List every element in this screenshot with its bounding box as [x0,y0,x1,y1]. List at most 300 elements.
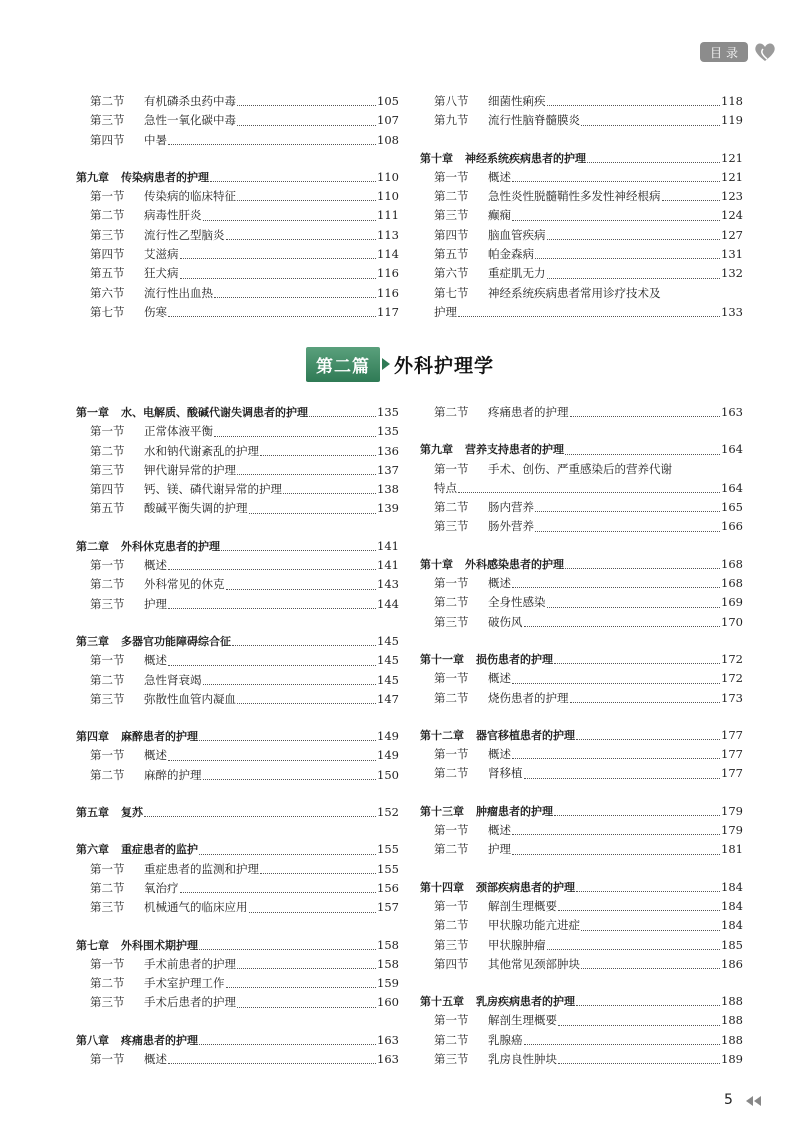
chapter-title: 复苏 [121,806,143,820]
page-ref: 139 [377,501,399,516]
dot-leader [576,891,720,892]
section-label: 第五节 [90,266,125,281]
spacer [76,150,399,168]
dot-leader [203,220,377,221]
section-label: 第三节 [434,614,469,629]
section-label: 第二节 [434,766,469,781]
page-ref: 149 [377,729,399,744]
toc-chapter-entry[interactable] [420,726,743,745]
section-title: 狂犬病 [144,266,179,281]
section-label: 第一节 [434,823,469,838]
page-ref: 105 [377,94,399,108]
dot-leader [199,1044,376,1045]
section-label: 第一节 [434,461,469,476]
chapter-title: 损伤患者的护理 [476,652,553,666]
toc-section-entry[interactable] [420,764,743,783]
section-label: 第二节 [434,595,469,610]
toc-section-entry[interactable] [76,92,399,111]
toc-section-entry[interactable] [420,206,743,225]
section-title: 伤寒 [144,304,167,319]
spacer [76,785,399,803]
section-label: 第三节 [90,596,125,611]
dot-leader [512,683,720,684]
toc-chapter-entry[interactable] [420,992,743,1011]
chapter-label: 第十章 [420,557,453,571]
section-label: 第一节 [90,861,125,876]
page-ref: 158 [377,956,399,971]
toc-section-entry[interactable] [76,206,399,225]
section-label: 第四节 [90,247,125,262]
toc-chapter-entry[interactable] [420,802,743,821]
dot-leader [458,316,720,317]
dot-leader [168,1063,376,1064]
toc-chapter-entry[interactable] [420,440,743,459]
chapter-title: 营养支持患者的护理 [465,443,564,457]
section-title-continuation: 特点 [434,480,457,495]
spacer [76,519,399,537]
dot-leader [581,968,720,969]
dot-leader [512,587,720,588]
page-ref: 189 [721,1052,743,1067]
toc-section-entry[interactable] [420,498,743,517]
spacer [76,822,399,840]
dot-leader [535,258,720,259]
spacer [420,537,743,555]
page-ref: 164 [721,442,743,457]
page-ref: 145 [377,653,399,668]
section-label: 第二节 [90,94,125,108]
toc-section-entry[interactable] [76,131,399,150]
dot-leader [226,589,377,590]
section-title: 手术前患者的护理 [144,956,236,971]
chapter-title: 肿瘤患者的护理 [476,804,553,818]
spacer [76,1013,399,1031]
section-title: 重症肌无力 [488,266,546,281]
toc-section-entry[interactable] [76,556,399,575]
section-title: 解剖生理概要 [488,898,557,913]
section-label: 第一节 [90,424,125,439]
dot-leader [554,815,720,816]
page-ref: 147 [377,691,399,706]
page-ref: 177 [721,747,743,762]
page-ref: 136 [377,443,399,458]
section-title: 细菌性痢疾 [488,94,546,108]
toc-section-entry[interactable] [76,746,399,765]
dot-leader [570,416,721,417]
page-ref: 116 [377,266,399,281]
section-title: 烧伤患者的护理 [488,690,569,705]
part-title: 外科护理学 [393,354,494,377]
part-banner [0,346,800,382]
dot-leader [237,1007,376,1008]
section-title: 急性肾衰竭 [144,672,202,687]
page-ref: 172 [721,671,743,686]
section-title: 弥散性血管内凝血 [144,691,236,706]
page-ref: 179 [721,823,743,838]
page-ref: 145 [377,633,399,648]
section-label: 第三节 [90,227,125,242]
page-ref: 188 [721,1013,743,1028]
section-title: 流行性乙型脑炎 [144,227,225,242]
section-title: 概述 [144,653,167,668]
dot-leader [565,454,720,455]
page-ref: 119 [721,113,743,128]
page-ref: 132 [721,266,743,281]
toc-section-entry[interactable] [420,187,743,206]
toc-section-entry[interactable] [76,860,399,879]
toc-section-entry[interactable] [76,226,399,245]
toc-section-entry[interactable] [76,442,399,461]
dot-leader [547,105,721,106]
chapter-title: 神经系统疾病患者的护理 [465,151,586,165]
section-title: 重症患者的监测和护理 [144,861,259,876]
toc-section-entry[interactable] [420,168,743,187]
toc-section-entry[interactable] [420,936,743,955]
section-title: 乳房良性肿块 [488,1052,557,1067]
toc-section-entry[interactable] [420,245,743,264]
dot-leader [576,739,720,740]
dot-leader [662,200,721,201]
dot-leader [558,1063,720,1064]
page-ref: 135 [377,424,399,439]
page-ref: 184 [721,879,743,894]
dot-leader [309,416,376,417]
spacer [420,860,743,878]
dot-leader [203,684,377,685]
toc-section-entry[interactable] [76,974,399,993]
toc-section-entry[interactable] [76,595,399,614]
toc-section-entry-continuation[interactable] [420,303,743,322]
section-title: 护理 [144,596,167,611]
dot-leader [576,1005,720,1006]
section-label: 第三节 [90,995,125,1010]
toc-section-entry[interactable] [76,1050,399,1069]
page-ref: 107 [377,113,399,128]
page-ref: 143 [377,577,399,592]
dot-leader [535,511,720,512]
toc-section-entry[interactable] [420,403,743,422]
dot-leader [226,239,377,240]
dot-leader [581,125,720,126]
chapter-label: 第一章 [76,406,109,419]
toc-section-entry[interactable] [420,1050,743,1069]
section-label: 第三节 [90,691,125,706]
section-title: 癫痫 [488,208,511,223]
dot-leader [180,258,377,259]
toc-section-entry[interactable] [76,690,399,709]
dot-leader [199,740,376,741]
page-ref: 116 [377,285,399,300]
section-label: 第二节 [434,405,469,419]
page-ref: 188 [721,1032,743,1047]
page-ref: 141 [377,558,399,573]
chapter-title: 乳房疾病患者的护理 [476,995,575,1009]
dot-leader [168,144,376,145]
toc-section-entry[interactable] [76,993,399,1012]
dot-leader [581,930,720,931]
dot-leader [558,910,720,911]
dot-leader [237,703,376,704]
toc-section-entry[interactable] [420,574,743,593]
section-title: 概述 [488,169,511,184]
dot-leader [512,834,720,835]
toc-section-entry-continuation[interactable] [420,479,743,498]
section-label: 第二节 [90,672,125,687]
toc-section-entry[interactable] [420,613,743,632]
chapter-label: 第十一章 [420,652,464,666]
dot-leader [458,492,720,493]
toc-section-entry[interactable] [76,111,399,130]
chapter-title: 疼痛患者的护理 [121,1033,198,1047]
page-ref: 164 [721,480,743,495]
section-label: 第一节 [434,576,469,591]
toc-section-entry[interactable] [420,460,743,479]
dot-leader [524,626,721,627]
section-title: 概述 [488,747,511,762]
toc-section-entry[interactable] [420,745,743,764]
spacer [420,708,743,726]
toc-chapter-entry[interactable] [76,1031,399,1050]
dot-leader [283,493,376,494]
toc-section-entry[interactable] [420,111,743,130]
toc-section-entry[interactable] [76,575,399,594]
section-label: 第一节 [434,898,469,913]
toc-chapter-entry[interactable] [76,168,399,187]
page-ref: 168 [721,576,743,591]
toc-section-entry[interactable] [420,264,743,283]
dot-leader [180,892,377,893]
chapter-label: 第五章 [76,806,109,820]
dot-leader [210,181,376,182]
section-title: 中暑 [144,132,167,147]
dot-leader [260,873,376,874]
toc-section-entry[interactable] [420,1011,743,1030]
toc-chapter-entry[interactable] [76,803,399,822]
dot-leader [524,1044,721,1045]
toc-section-entry[interactable] [420,897,743,916]
dot-leader [260,455,376,456]
toc-section-entry[interactable] [76,898,399,917]
section-label: 第三节 [434,1052,469,1067]
section-title: 急性一氧化碳中毒 [144,113,236,128]
double-arrow-left-icon [744,1094,764,1108]
dot-leader [144,816,376,817]
toc-chapter-entry[interactable] [76,403,399,422]
section-label: 第五节 [90,501,125,516]
page-ref: 133 [721,304,743,319]
page-ref: 124 [721,208,743,223]
section-label: 第一节 [90,1052,125,1067]
page-ref: 118 [721,94,743,108]
dot-leader [547,278,721,279]
page-ref: 184 [721,898,743,913]
section-label: 第二节 [434,189,469,204]
section-label: 第三节 [434,519,469,534]
toc-section-entry[interactable] [76,955,399,974]
chapter-label: 第八章 [76,1033,109,1047]
page-ref: 141 [377,538,399,553]
spacer [76,614,399,632]
page-ref: 127 [721,227,743,242]
section-title: 麻醉的护理 [144,767,202,782]
page-number: 5 [724,1092,733,1108]
dot-leader [237,968,376,969]
chapter-label: 第九章 [420,443,453,457]
toc-section-entry[interactable] [76,264,399,283]
section-label: 第一节 [90,653,125,668]
chapter-label: 第六章 [76,843,109,857]
toc-column-left-bottom [76,403,399,1069]
toc-chapter-entry[interactable] [420,878,743,897]
dot-leader [547,607,721,608]
page-ref: 121 [721,150,743,165]
section-title: 全身性感染 [488,595,546,610]
toc-chapter-entry[interactable] [420,650,743,669]
toc-section-entry[interactable] [420,1031,743,1050]
section-title: 水和钠代谢紊乱的护理 [144,443,259,458]
dot-leader [524,778,721,779]
dot-leader [168,316,376,317]
page-ref: 113 [377,227,399,242]
section-title-continuation: 护理 [434,304,457,319]
spacer [420,974,743,992]
toc-section-entry[interactable] [76,245,399,264]
toc-chapter-entry[interactable] [76,632,399,651]
toc-section-entry[interactable] [76,422,399,441]
toc-section-entry[interactable] [420,689,743,708]
toc-section-entry[interactable] [420,593,743,612]
page-ref: 168 [721,556,743,571]
dot-leader [554,663,720,664]
toc-section-entry[interactable] [420,840,743,859]
toc-section-entry[interactable] [76,187,399,206]
section-title: 概述 [488,671,511,686]
toc-section-entry[interactable] [420,955,743,974]
section-label: 第一节 [434,671,469,686]
spacer [420,632,743,650]
page-ref: 188 [721,994,743,1009]
dot-leader [180,278,377,279]
section-title: 外科常见的休克 [144,577,225,592]
section-title: 机械通气的临床应用 [144,900,248,915]
toc-section-entry[interactable] [420,669,743,688]
toc-section-entry[interactable] [76,671,399,690]
page-ref: 111 [377,208,399,223]
section-label: 第八节 [434,94,469,108]
toc-section-entry[interactable] [76,499,399,518]
chapter-label: 第十五章 [420,995,464,1009]
dot-leader [199,949,376,950]
section-title: 钾代谢异常的护理 [144,462,236,477]
section-title: 解剖生理概要 [488,1013,557,1028]
dot-leader [168,760,376,761]
page-ref: 137 [377,462,399,477]
section-label: 第三节 [90,462,125,477]
dot-leader [249,912,377,913]
section-label: 第二节 [434,1032,469,1047]
toc-chapter-entry[interactable] [420,555,743,574]
section-label: 第三节 [90,113,125,128]
page-ref: 158 [377,937,399,952]
section-title: 氧治疗 [144,880,179,895]
section-title: 帕金森病 [488,247,534,262]
toc-section-entry[interactable] [420,517,743,536]
toc-section-entry[interactable] [76,480,399,499]
toc-chapter-entry[interactable] [420,149,743,168]
page-ref: 145 [377,672,399,687]
dot-leader [512,220,720,221]
dot-leader [232,645,376,646]
page-ref: 117 [377,304,399,319]
page-ref: 123 [721,189,743,204]
section-title: 肾移植 [488,766,523,781]
toc-section-entry[interactable] [76,284,399,303]
toc-section-entry[interactable] [420,821,743,840]
page-ref: 157 [377,900,399,915]
page-ref: 149 [377,748,399,763]
toc-section-entry[interactable] [420,284,743,303]
section-label: 第二节 [90,443,125,458]
page-ref: 138 [377,482,399,497]
page-ref: 163 [377,1052,399,1067]
toc-section-entry[interactable] [76,651,399,670]
section-label: 第六节 [434,266,469,281]
spacer [420,131,743,149]
section-label: 第一节 [434,169,469,184]
page-ref: 173 [721,690,743,705]
section-label: 第二节 [90,577,125,592]
section-label: 第六节 [90,285,125,300]
dot-leader [221,550,376,551]
spacer [76,709,399,727]
spacer [420,422,743,440]
toc-section-entry[interactable] [76,766,399,785]
toc-chapter-entry[interactable] [76,727,399,746]
section-label: 第二节 [90,976,125,991]
section-title: 神经系统疾病患者常用诊疗技术及 [488,285,661,300]
section-title: 甲状腺功能亢进症 [488,918,580,933]
section-title: 有机磷杀虫药中毒 [144,94,236,108]
chapter-label: 第十二章 [420,728,464,742]
section-title: 手术、创伤、严重感染后的营养代谢 [488,461,672,476]
toc-section-entry[interactable] [76,879,399,898]
section-title: 护理 [488,842,511,857]
dot-leader [237,474,376,475]
toc-column-left-top [76,92,399,322]
dot-leader [226,987,377,988]
page-ref: 110 [377,189,399,204]
section-title: 破伤风 [488,614,523,629]
section-title: 酸碱平衡失调的护理 [144,501,248,516]
section-label: 第一节 [90,748,125,763]
section-label: 第二节 [434,918,469,933]
toc-section-entry[interactable] [420,916,743,935]
page-ref: 179 [721,803,743,818]
arrow-icon [382,358,390,370]
heart-icon [752,39,778,65]
toc-section-entry[interactable] [76,303,399,322]
toc-section-entry[interactable] [420,226,743,245]
chapter-title: 多器官功能障碍综合征 [121,634,231,648]
toc-section-entry[interactable] [420,92,743,111]
section-label: 第七节 [90,304,125,319]
toc-chapter-entry[interactable] [76,840,399,859]
page-ref: 181 [721,842,743,857]
toc-chapter-entry[interactable] [76,936,399,955]
toc-chapter-entry[interactable] [76,537,399,556]
toc-section-entry[interactable] [76,461,399,480]
section-title: 肠外营养 [488,519,534,534]
